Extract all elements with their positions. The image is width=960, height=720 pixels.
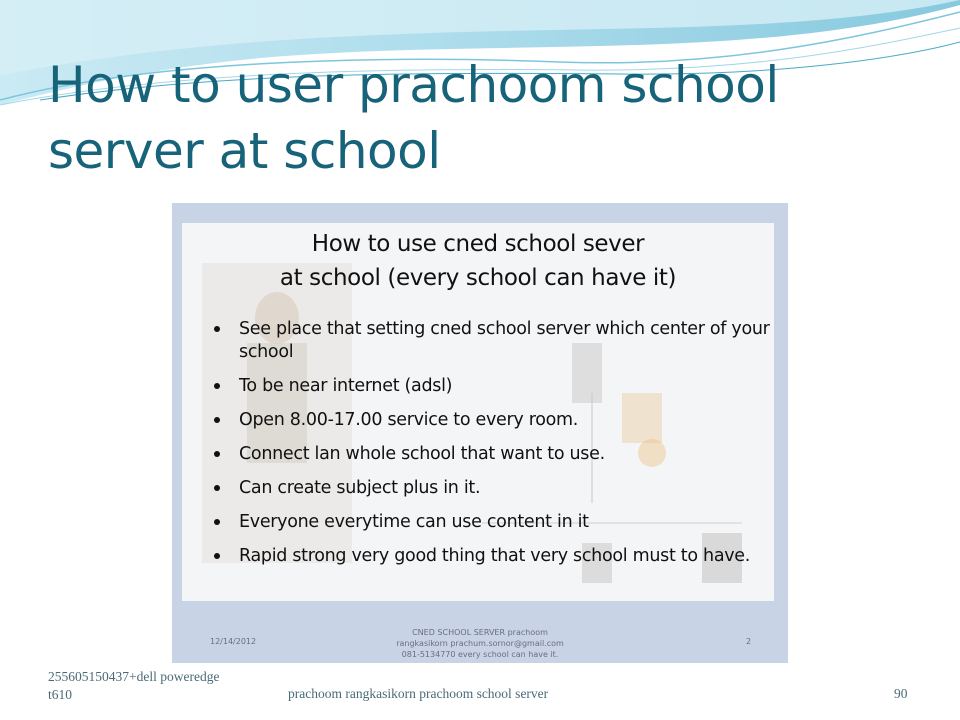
embedded-slide-image <box>172 203 788 663</box>
bullet-list <box>212 318 772 579</box>
embedded-footer-line-3: 081-5134770 every school can have it. <box>401 650 559 659</box>
bullet-dot-icon <box>214 519 220 525</box>
bullet-text: Can create subject plus in it. <box>239 478 481 498</box>
bullet-text: Everyone everytime can use content in it <box>239 512 589 532</box>
slide-title-line-1: How to user prachoom school <box>48 56 779 114</box>
footer-center-text: prachoom rangkasikorn prachoom school server <box>288 686 549 701</box>
embedded-heading-line-1: How to use cned school sever <box>311 231 645 257</box>
slide-title-line-2: server at school <box>48 122 441 180</box>
bullet-dot-icon <box>214 485 220 491</box>
bullet-item <box>212 318 772 364</box>
bullet-item <box>212 375 772 398</box>
embedded-slide-footer-center <box>380 627 580 660</box>
bullet-text: See place that setting cned school server which center of your school <box>239 319 770 362</box>
bullet-dot-icon <box>214 326 220 332</box>
bullet-item <box>212 511 772 534</box>
bullet-dot-icon <box>214 451 220 457</box>
bullet-item <box>212 409 772 432</box>
bullet-dot-icon <box>214 383 220 389</box>
bullet-text: To be near internet (adsl) <box>239 376 453 396</box>
footer-left-line-2: t610 <box>48 687 73 702</box>
embedded-heading-line-2: at school (every school can have it) <box>279 265 677 291</box>
bullet-dot-icon <box>214 553 220 559</box>
bullet-dot-icon <box>214 417 220 423</box>
embedded-slide-footer <box>172 607 788 659</box>
footer-left-text <box>48 668 278 704</box>
embedded-footer-line-1: CNED SCHOOL SERVER prachoom <box>412 628 548 637</box>
embedded-slide-date: 12/14/2012 <box>210 637 257 646</box>
footer-left-line-1: 255605150437+dell poweredge <box>48 669 220 684</box>
bullet-item <box>212 443 772 466</box>
bullet-text: Open 8.00-17.00 service to every room. <box>239 410 579 430</box>
bullet-text: Rapid strong very good thing that very school must to have. <box>239 546 751 566</box>
bullet-item <box>212 477 772 500</box>
embedded-slide-page-number: 2 <box>746 637 752 646</box>
embedded-slide-heading <box>182 227 774 295</box>
embedded-slide-content <box>182 223 774 601</box>
footer-page-number: 90 <box>894 686 908 701</box>
bullet-item <box>212 545 772 568</box>
slide-title <box>48 52 928 184</box>
embedded-footer-line-2: rangkasikorn prachum.sornor@gmail.com <box>396 639 564 648</box>
bullet-text: Connect lan whole school that want to use. <box>239 444 605 464</box>
